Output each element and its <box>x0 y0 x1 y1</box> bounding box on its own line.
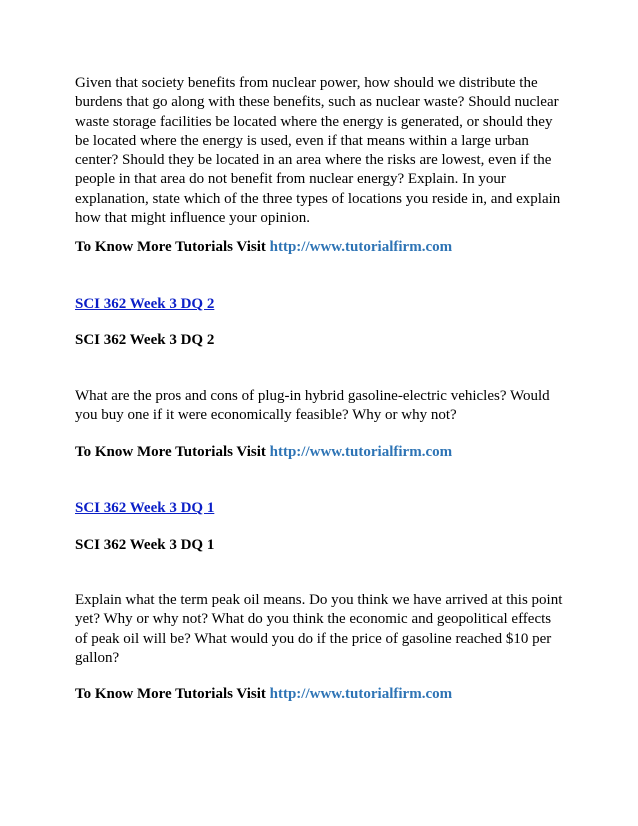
week3-dq1-title <box>75 499 565 518</box>
week3-dq1-link[interactable]: SCI 362 Week 3 DQ 1 <box>75 500 215 516</box>
cta-text: To Know More Tutorials Visit <box>75 239 270 255</box>
cta-text: To Know More Tutorials Visit <box>75 444 270 460</box>
week3-dq1-heading: SCI 362 Week 3 DQ 1 <box>75 537 215 553</box>
nuclear-waste-paragraph: Given that society benefits from nuclear power, how should we distribute the burdens that go along with these benefits, such as nuclear waste? Should nuclear waste storage facilities be located where the energy is generated, or should they be located where the energy is used, even if that means within a large urban center? Should they be located in an area where the risks are lowest, even if the people in that area do not benefit from nuclear energy? Explain. In your explanation, state which of the three types of locations you reside in, and explain how that might influence your opinion. <box>75 75 561 227</box>
cta-text: To Know More Tutorials Visit <box>75 686 270 702</box>
peak-oil-paragraph: Explain what the term peak oil means. Do you think we have arrived at this point yet? Why or why not? What do you think the economic and geopolitical effects of peak oil will be? What would you do if the price of gasoline reached $10 per gallon? <box>75 592 563 666</box>
tutorialfirm-link-2[interactable]: http://www.tutorialfirm.com <box>269 444 453 460</box>
tutorialfirm-link-1[interactable]: http://www.tutorialfirm.com <box>269 239 453 255</box>
tutorials-cta-3 <box>75 685 565 704</box>
week3-dq2-link[interactable]: SCI 362 Week 3 DQ 2 <box>75 296 215 312</box>
week3-dq2-title <box>75 295 565 314</box>
tutorials-cta-1 <box>75 238 565 257</box>
hybrid-vehicles-paragraph: What are the pros and cons of plug-in hybrid gasoline-electric vehicles? Would you buy one if it were economically feasible? Why or why not? <box>75 388 550 424</box>
tutorialfirm-link-3[interactable]: http://www.tutorialfirm.com <box>269 686 453 702</box>
week3-dq2-heading: SCI 362 Week 3 DQ 2 <box>75 332 215 348</box>
tutorials-cta-2 <box>75 443 565 462</box>
